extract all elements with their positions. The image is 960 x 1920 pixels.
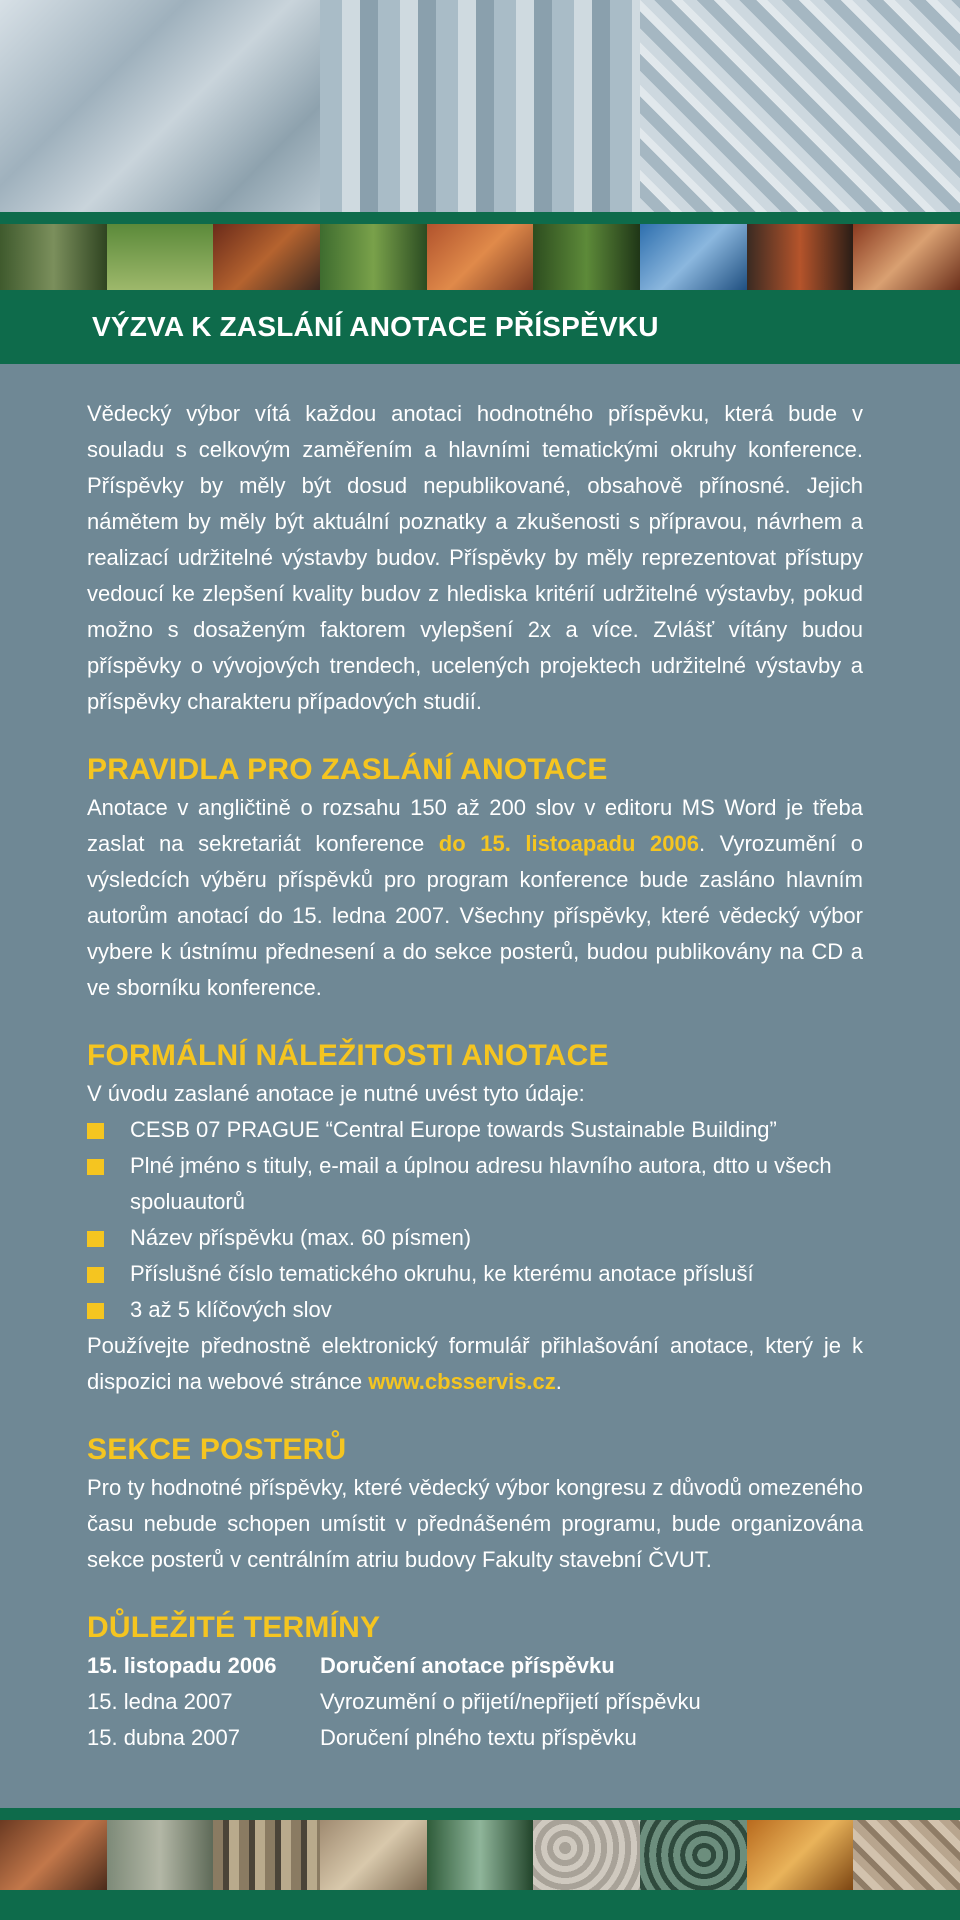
building-window-photo xyxy=(320,0,640,212)
strip-photo xyxy=(320,224,427,290)
square-bullet-icon xyxy=(87,1267,104,1283)
page-title: VÝZVA K ZASLÁNÍ ANOTACE PŘÍSPĚVKU xyxy=(92,311,659,342)
formal-footer: Používejte přednostně elektronický formulář přihlašování anotace, který je k dispozici na webové stránce www.cbsservis.cz. xyxy=(87,1333,863,1394)
strip-photo xyxy=(640,224,747,290)
photo-strip xyxy=(0,224,960,290)
strip-photo xyxy=(640,1820,747,1890)
event-cell: Doručení anotace příspěvku xyxy=(320,1653,615,1678)
rules-heading: PRAVIDLA PRO ZASLÁNÍ ANOTACE xyxy=(87,753,608,786)
list-item: 3 až 5 klíčových slov xyxy=(87,1292,863,1328)
formal-heading: FORMÁLNÍ NÁLEŽITOSTI ANOTACE xyxy=(87,1039,609,1072)
strip-photo xyxy=(747,1820,854,1890)
date-cell: 15. dubna 2007 xyxy=(87,1725,240,1750)
formal-lead: V úvodu zaslané anotace je nutné uvést tyto údaje: xyxy=(87,1081,585,1106)
deadline-highlight: do 15. listoapadu 2006 xyxy=(438,831,699,856)
list-item: Název příspěvku (max. 60 písmen) xyxy=(87,1220,863,1256)
rules-paragraph: Anotace v angličtině o rozsahu 150 až 200 slov v editoru MS Word je třeba zaslat na sekretariát konference do 15. listoapadu 2006. Vyrozumění o výsledcích výběru příspěvků pro program konference bude zasláno hlavním autorům anotací do 15. ledna 2007. Všechny příspěvky, které vědecký výbor vybere k ústnímu přednesení a do sekce posterů, budou publikovány na CD a ve sborníku konference. xyxy=(87,795,863,1000)
strip-photo xyxy=(213,224,320,290)
square-bullet-icon xyxy=(87,1159,104,1175)
strip-photo xyxy=(747,224,854,290)
strip-photo xyxy=(107,1820,214,1890)
strip-photo xyxy=(213,1820,320,1890)
square-bullet-icon xyxy=(87,1231,104,1247)
green-divider xyxy=(0,1808,960,1820)
strip-photo xyxy=(533,224,640,290)
formal-list xyxy=(87,1112,863,1328)
event-cell: Vyrozumění o přijetí/nepřijetí příspěvku xyxy=(320,1689,701,1714)
dates-table xyxy=(87,1648,863,1756)
list-item: Plné jméno s tituly, e-mail a úplnou adresu hlavního autora, dtto u všech spoluautorů xyxy=(87,1148,863,1220)
bottom-photo-strip xyxy=(0,1820,960,1890)
intro-paragraph: Vědecký výbor vítá každou anotaci hodnotného příspěvku, která bude v souladu s celkovým zaměřením a hlavními tematickými okruhy konference. Příspěvky by měly být dosud nepublikované, obsahově přínosné. Jejich námětem by měly být aktuální poznatky a zkušenosti s přípravou, návrhem a realizací udržitelné výstavby budov. Příspěvky by měly reprezentovat přístupy vedoucí ke zlepšení kvality budov z hlediska kritérií udržitelné výstavby, pokud možno s dosaženým faktorem vylepšení 2x a více. Zvlášť vítány budou příspěvky o vývojových trendech, ucelených projektech udržitelné výstavby a příspěvky charakteru případových studií. xyxy=(87,401,863,714)
posters-paragraph: Pro ty hodnotné příspěvky, které vědecký výbor kongresu z důvodů omezeného času nebude schopen umístit v přednášeném programu, bude organizována sekce posterů v centrálním atriu budovy Fakulty stavební ČVUT. xyxy=(87,1475,863,1572)
strip-photo xyxy=(427,224,534,290)
strip-photo xyxy=(427,1820,534,1890)
website-link[interactable]: www.cbsservis.cz xyxy=(368,1369,556,1394)
square-bullet-icon xyxy=(87,1123,104,1139)
event-cell: Doručení plného textu příspěvku xyxy=(320,1725,637,1750)
square-bullet-icon xyxy=(87,1303,104,1319)
footer-band xyxy=(0,1890,960,1920)
date-cell: 15. listopadu 2006 xyxy=(87,1653,277,1678)
posters-heading: SEKCE POSTERŮ xyxy=(87,1433,347,1466)
strip-photo xyxy=(320,1820,427,1890)
title-band xyxy=(0,290,960,364)
strip-photo xyxy=(107,224,214,290)
strip-photo xyxy=(0,224,107,290)
building-facade-photo xyxy=(0,0,320,212)
texture-photo xyxy=(640,0,960,212)
strip-photo xyxy=(0,1820,107,1890)
list-item: Příslušné číslo tematického okruhu, ke kterému anotace přísluší xyxy=(87,1256,863,1292)
strip-photo xyxy=(853,1820,960,1890)
strip-photo xyxy=(853,224,960,290)
top-photo-band xyxy=(0,0,960,212)
dates-heading: DŮLEŽITÉ TERMÍNY xyxy=(87,1611,381,1644)
main-content xyxy=(87,396,863,1756)
green-divider xyxy=(0,212,960,224)
list-item: CESB 07 PRAGUE “Central Europe towards Sustainable Building” xyxy=(87,1112,863,1148)
strip-photo xyxy=(533,1820,640,1890)
date-cell: 15. ledna 2007 xyxy=(87,1689,233,1714)
